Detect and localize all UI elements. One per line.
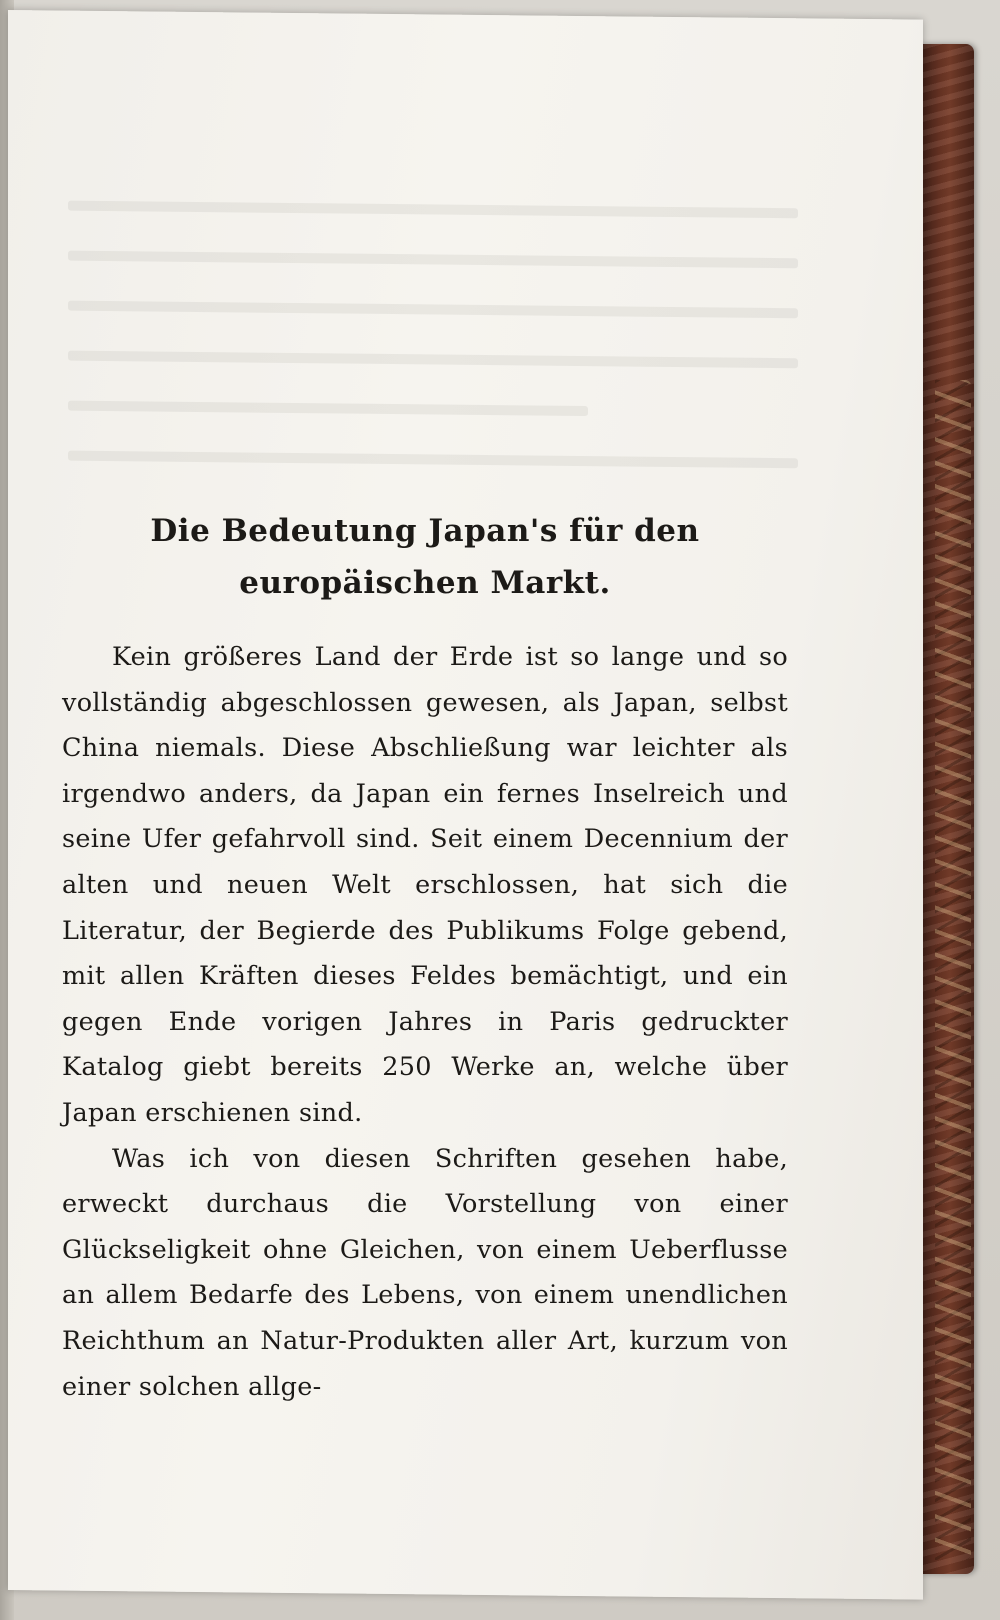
paragraph: Kein größeres Land der Erde ist so lange und so vollständig abgeschlossen gewesen, als Japan, selbst China niemals. Diese Abschließung war leichter als irgendwo anders, da Japan ein fernes Inselreich und seine Ufer gefahrvoll sind. Seit einem Decennium der alten und neuen Welt erschlossen, hat sich die Literatur, der Begierde des Publikums Folge gebend, mit allen Kräften dieses Feldes bemächtigt, und ein gegen Ende vorigen Jahres in Paris gedruckter Katalog giebt bereits 250 Werke an, welche über Japan erschienen sind. bbox=[62, 642, 788, 1128]
show-through-line bbox=[68, 251, 798, 269]
show-through-line bbox=[68, 351, 798, 369]
paragraph: Was ich von diesen Schriften gesehen habe, erweckt durchaus die Vorstellung von einer Glückseligkeit ohne Gleichen, von einem Ueberflusse an allem Bedarfe des Lebens, von einem unendlichen Reichthum an Natur-Produkten aller Art, kurzum von einer solchen allge- bbox=[62, 1143, 788, 1402]
show-through-line bbox=[68, 301, 798, 319]
marbled-edge bbox=[935, 380, 971, 1560]
show-through-line bbox=[68, 201, 798, 219]
page-text bbox=[62, 505, 788, 1410]
show-through-line bbox=[68, 401, 588, 416]
show-through-line bbox=[68, 451, 798, 469]
chapter-title: Die Bedeutung Japan's für den europäischen Markt. bbox=[150, 513, 700, 601]
